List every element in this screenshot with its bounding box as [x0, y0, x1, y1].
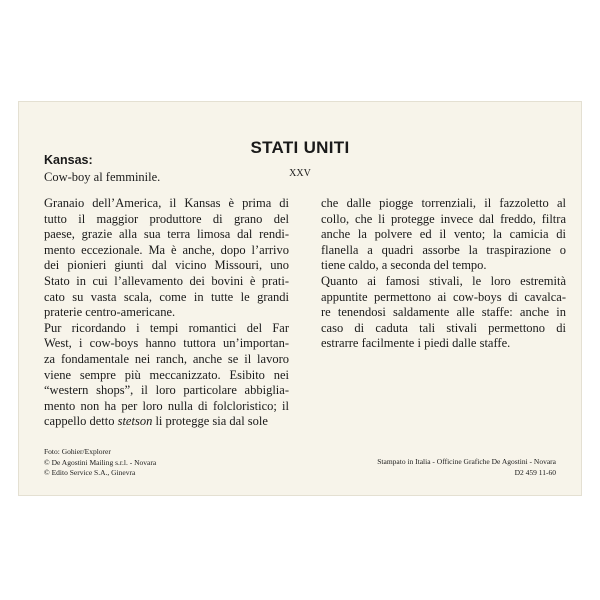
card-title: STATI UNITI	[250, 138, 350, 157]
text-line: dei pionieri giunti dal vicino Missouri, uno	[44, 258, 289, 273]
text-line: Pur ricordando i tempi romantici del Far	[44, 320, 289, 335]
text-line: mento eccezionale. Ma è anche, dopo l’arrivo	[44, 242, 289, 257]
text-line: anche la polvere ed il vento; la camicia di	[321, 227, 566, 242]
text-line: cato su vasta scala, come in tutte le grandi	[44, 289, 289, 304]
text-column-right	[321, 196, 566, 352]
photo-credits	[44, 447, 156, 479]
text-line: “western shops”, il loro particolare abbiglia-	[44, 383, 289, 398]
text-line: mento non ha per loro nulla di folcloristico; il	[44, 398, 289, 413]
text-line: estrarre facilmente i piedi dalle staffe.	[321, 336, 511, 351]
text-line: Quanto ai famosi stivali, le loro estremità	[321, 273, 566, 288]
text-line: West, i cow-boys hanno tuttora un’importan-	[44, 336, 289, 351]
place-heading: Kansas:	[44, 153, 93, 167]
printer-info	[377, 457, 556, 478]
text-line: paese, grazie alla sua terra limosa dal rendi-	[44, 227, 289, 242]
text-line: re tenendosi saldamente alle staffe: anche in	[321, 305, 566, 320]
text-line: Granaio dell’America, il Kansas è prima di	[44, 196, 289, 210]
card-number: XXV	[289, 168, 311, 179]
printer-line: Stampato in Italia - Officine Grafiche De Agostini - Novara	[377, 457, 556, 466]
text-line: collo, che li protegge invece dal freddo, filtra	[321, 211, 566, 226]
text-line: Stato in cui l’allevamento dei bovini è prati-	[44, 273, 289, 288]
postcard	[18, 101, 582, 496]
text-line: che dalle piogge torrenziali, il fazzoletto al	[321, 196, 566, 210]
text-fragment: cappello detto	[44, 414, 118, 429]
text-column-left	[44, 196, 289, 430]
text-line: tutto il maggior produttore di grano del	[44, 211, 289, 226]
subject-caption: Cow-boy al femminile.	[44, 170, 161, 184]
text-line: flanella a quadri assorbe la traspirazione o	[321, 242, 566, 257]
text-line	[44, 414, 289, 430]
text-line: caso di caduta tali stivali permettono di	[321, 320, 566, 335]
text-line: praterie centro-americane.	[44, 305, 176, 320]
copyright-line: © De Agostini Mailing s.r.l. - Novara	[44, 457, 157, 467]
text-fragment: li protegge sia dal sole	[152, 414, 268, 429]
text-line: appuntite permettono ai cow-boys di cavalca-	[321, 289, 566, 304]
copyright-line: © Edito Service S.A., Ginevra	[44, 468, 136, 477]
text-line: viene sempre più meccanizzato. Esibito nei	[44, 367, 289, 382]
stetson-term: stetson	[117, 414, 153, 429]
text-line: za fondamentale nei ranch, anche se il lavoro	[44, 351, 289, 366]
photo-credit: Foto: Gohier/Explorer	[44, 447, 111, 456]
text-line: tiene caldo, a seconda del tempo.	[321, 258, 487, 273]
product-code: D2 459 11-60	[514, 467, 556, 477]
